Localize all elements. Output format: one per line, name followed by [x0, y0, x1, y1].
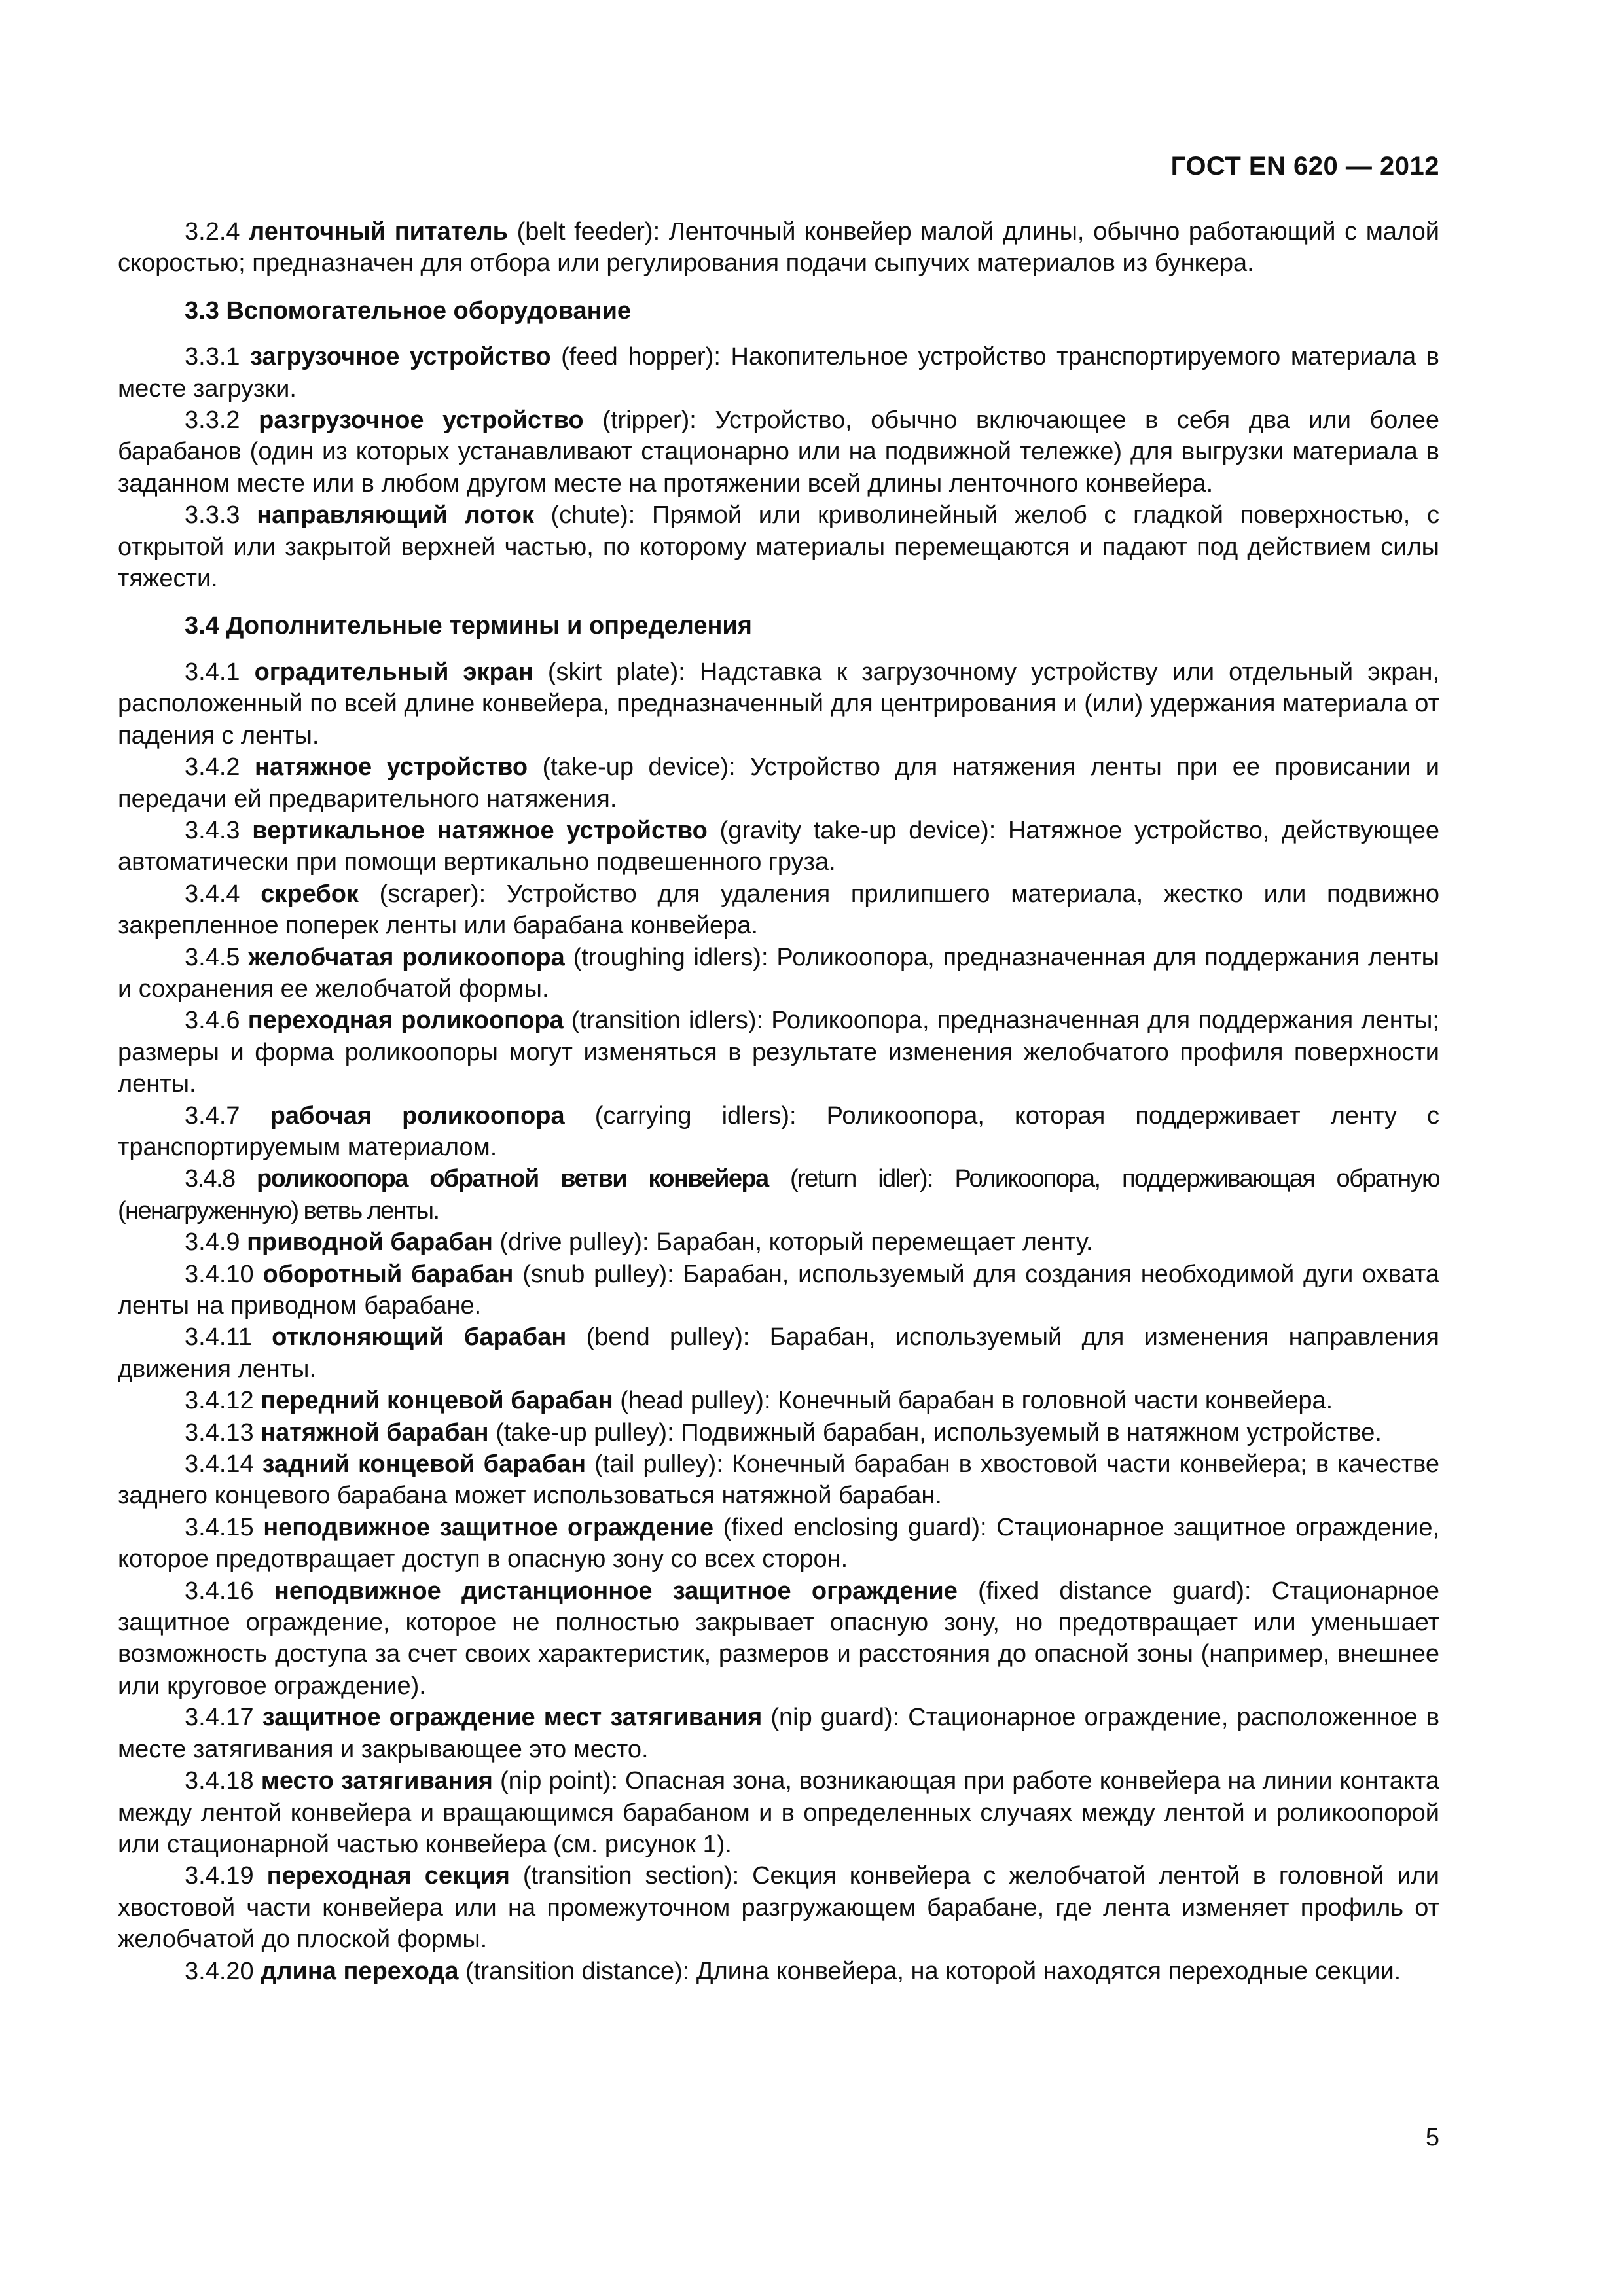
term-description: (tripper): Устройство, обычно включающее в себя два или более барабанов (один из которых устанавливают стационарно или на подвижной тележке) для выгрузки материала в заданном месте или в любом другом месте на протяжении всей длины ленточного конвейера. — [118, 406, 1440, 497]
term-name: задний концевой барабан — [262, 1450, 586, 1479]
term-number: 3.4.16 — [185, 1577, 254, 1605]
term-number: 3.4.1 — [185, 658, 240, 686]
document-code-header: ГОСТ EN 620 — 2012 — [1170, 152, 1439, 181]
term-name: длина перехода — [261, 1957, 459, 1985]
term-number: 3.3.3 — [185, 501, 240, 529]
term-number: 3.4.8 — [185, 1165, 235, 1193]
term-name: натяжное устройство — [255, 753, 528, 781]
term-name: оборотный барабан — [262, 1260, 514, 1288]
term-number: 3.2.4 — [185, 218, 240, 245]
term-description: (head pulley): Конечный барабан в головной части конвейера. — [620, 1387, 1333, 1415]
term-definition — [118, 942, 1439, 1005]
term-description: (transition distance): Длина конвейера, на которой находятся переходные секции. — [465, 1957, 1401, 1985]
term-definition — [118, 1765, 1439, 1860]
term-number: 3.4.19 — [185, 1862, 254, 1890]
term-description: (fixed distance guard): Стационарное защитное ограждение, которое не полностью закрывает опасную зону, но предотвращает или уменьшает возможность доступа за счет своих характеристик, размеров и расстояния до опасной зоны (например, внешнее или круговое ограждение). — [118, 1577, 1439, 1700]
term-name: передний концевой барабан — [261, 1387, 613, 1415]
term-number: 3.4.18 — [185, 1767, 254, 1795]
term-definition — [118, 1575, 1439, 1702]
term-definition — [118, 656, 1439, 751]
term-number: 3.4.12 — [185, 1387, 254, 1415]
term-definition — [118, 499, 1439, 594]
term-definition — [118, 1005, 1439, 1100]
term-name: переходная роликоопора — [247, 1007, 564, 1035]
term-description: (transition section): Секция конвейера с желобчатой лентой в головной или хвостовой части конвейера или на промежуточном разгружающем барабане, где лента изменяет профиль от желобчатой до плоской формы. — [118, 1862, 1439, 1954]
term-definition — [118, 1417, 1439, 1448]
term-number: 3.4.7 — [185, 1102, 240, 1130]
term-name: разгрузочное устройство — [259, 406, 584, 435]
term-number: 3.3.1 — [185, 343, 240, 371]
term-definition — [118, 1702, 1439, 1765]
term-description: (snub pulley): Барабан, используемый для создания необходимой дуги охвата ленты на приводном барабане. — [118, 1260, 1439, 1319]
term-description: (drive pulley): Барабан, который перемещает ленту. — [499, 1229, 1093, 1257]
term-name: роликоопора обратной ветви конвейера — [257, 1165, 768, 1193]
term-number: 3.4.13 — [185, 1418, 254, 1446]
term-definition — [118, 878, 1439, 942]
term-description: (feed hopper): Накопительное устройство транспортируемого материала в месте загрузки. — [118, 343, 1439, 403]
term-name: защитное ограждение мест затягивания — [262, 1704, 763, 1732]
term-name: загрузочное устройство — [250, 343, 551, 371]
term-name: направляющий лоток — [257, 501, 534, 529]
term-definition — [118, 1227, 1439, 1258]
term-definition — [118, 1163, 1439, 1227]
term-description: (scraper): Устройство для удаления прилипшего материала, жестко или подвижно закрепленное поперек ленты или барабана конвейера. — [118, 880, 1439, 940]
term-name: скребок — [261, 880, 359, 908]
term-name: переходная секция — [266, 1862, 510, 1890]
term-number: 3.4.15 — [185, 1513, 254, 1541]
term-definition — [118, 1512, 1439, 1575]
term-definition — [118, 1448, 1439, 1512]
term-definition — [118, 216, 1439, 279]
page-number: 5 — [1425, 2124, 1439, 2151]
term-definition — [118, 1321, 1439, 1385]
term-name: ленточный питатель — [249, 218, 509, 245]
term-number: 3.4.11 — [185, 1323, 252, 1352]
term-number: 3.4.2 — [185, 753, 240, 781]
term-description: (fixed enclosing guard): Стационарное защитное ограждение, которое предотвращает доступ в опасную зону со всех сторон. — [118, 1513, 1440, 1573]
term-description: (troughing idlers): Роликоопора, предназначенная для поддержания ленты и сохранения ее желобчатой формы. — [118, 943, 1439, 1003]
term-number: 3.4.3 — [185, 816, 240, 844]
term-description: (take-up device): Устройство для натяжения ленты при ее провисании и передачи ей предварительного натяжения. — [118, 753, 1439, 813]
term-definition — [118, 341, 1439, 404]
term-number: 3.3.2 — [185, 406, 240, 435]
term-description: (take-up pulley): Подвижный барабан, используемый в натяжном устройстве. — [496, 1418, 1382, 1446]
term-name: приводной барабан — [247, 1229, 493, 1257]
term-name: вертикальное натяжное устройство — [252, 816, 708, 844]
term-name: неподвижное защитное ограждение — [263, 1513, 714, 1541]
term-definition — [118, 815, 1439, 878]
term-name: отклоняющий барабан — [272, 1323, 567, 1352]
section-heading: 3.3 Вспомогательное оборудование — [185, 296, 632, 325]
term-number: 3.4.6 — [185, 1007, 240, 1035]
term-description: (tail pulley): Конечный барабан в хвостовой части конвейера; в качестве заднего концевого барабана может использоваться натяжной барабан. — [118, 1450, 1440, 1510]
term-name: рабочая роликоопора — [270, 1102, 565, 1130]
term-description: (skirt plate): Надставка к загрузочному устройству или отдельный экран, расположенный по всей длине конвейера, предназначенный для центрирования и (или) удержания материала от падения с ленты. — [118, 658, 1440, 749]
term-name: оградительный экран — [254, 658, 533, 686]
term-name: натяжной барабан — [261, 1418, 489, 1446]
term-definition — [118, 1259, 1439, 1322]
term-number: 3.4.20 — [185, 1957, 254, 1985]
term-description: (transition idlers): Роликоопора, предназначенная для поддержания ленты; размеры и форма роликоопоры могут изменяться в результате изменения желобчатого профиля поверхности ленты. — [118, 1007, 1439, 1098]
term-name: желобчатая роликоопора — [248, 943, 565, 971]
term-description: (nip guard): Стационарное ограждение, расположенное в месте затягивания и закрывающее это место. — [118, 1704, 1440, 1763]
term-number: 3.4.9 — [185, 1229, 240, 1257]
term-description: (gravity take-up device): Натяжное устройство, действующее автоматически при помощи вертикально подвешенного груза. — [118, 816, 1439, 876]
document-body — [118, 216, 1439, 1987]
term-definition — [118, 1860, 1439, 1955]
term-description: (carrying idlers): Роликоопора, которая поддерживает ленту с транспортируемым материалом. — [118, 1102, 1440, 1161]
term-number: 3.4.14 — [185, 1450, 254, 1479]
term-definition — [118, 1385, 1439, 1416]
term-number: 3.4.10 — [185, 1260, 254, 1288]
term-definition — [118, 1100, 1439, 1164]
section-heading: 3.4 Дополнительные термины и определения — [185, 612, 752, 640]
term-description: (chute): Прямой или криволинейный желоб с гладкой поверхностью, с открытой или закрытой верхней частью, по которому материалы перемещаются и падают под действием силы тяжести. — [118, 501, 1439, 593]
term-description: (return idler): Роликоопора, поддерживающая обратную (ненагруженную) ветвь ленты. — [118, 1165, 1439, 1225]
term-definition — [118, 1956, 1439, 1987]
term-definition — [118, 404, 1439, 499]
term-description: (nip point): Опасная зона, возникающая при работе конвейера на линии контакта между лентой конвейера и вращающимся барабаном и в определенных случаях между лентой и роликоопорой или стационарной частью конвейера (см. рисунок 1). — [118, 1767, 1439, 1858]
term-definition — [118, 751, 1439, 815]
term-description: (bend pulley): Барабан, используемый для изменения направления движения ленты. — [118, 1323, 1440, 1383]
term-name: место затягивания — [261, 1767, 493, 1795]
term-name: неподвижное дистанционное защитное ограждение — [274, 1577, 958, 1605]
term-number: 3.4.4 — [185, 880, 240, 908]
term-number: 3.4.5 — [185, 943, 240, 971]
term-description: (belt feeder): Ленточный конвейер малой длины, обычно работающий с малой скоростью; предназначен для отбора или регулирования подачи сыпучих материалов из бункера. — [118, 218, 1439, 278]
term-number: 3.4.17 — [185, 1704, 254, 1732]
